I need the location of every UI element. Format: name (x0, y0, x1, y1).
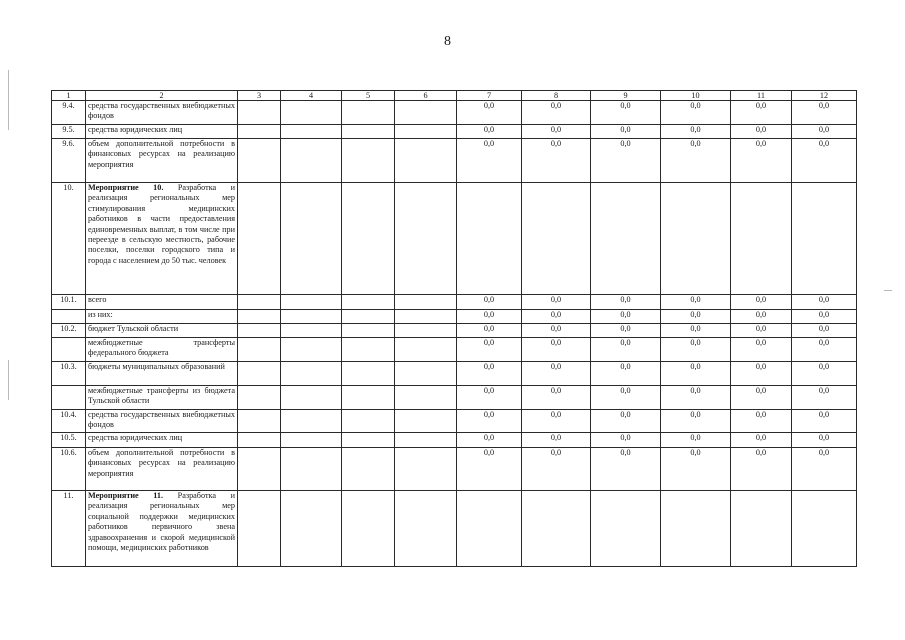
row-number: 10.5. (52, 433, 86, 448)
table-row (52, 324, 857, 338)
empty-cell (281, 125, 342, 139)
row-description-text: средства юридических лиц (88, 433, 183, 442)
row-description-text: средства юридических лиц (88, 125, 183, 134)
empty-cell (342, 433, 395, 448)
empty-cell (281, 362, 342, 386)
value-cell: 0,0 (792, 101, 857, 125)
value-cell: 0,0 (661, 338, 731, 362)
empty-cell (395, 448, 457, 491)
value-cell: 0,0 (731, 448, 792, 491)
column-header: 7 (457, 91, 522, 101)
row-description (86, 324, 238, 338)
value-cell: 0,0 (457, 324, 522, 338)
empty-cell (281, 386, 342, 410)
value-cell (522, 491, 591, 567)
row-description-text: Разработка и реализация региональных мер стимулирования медицинских работников в части предоставления единовременных выплат, в том числе при переезде в сельскую местность, рабочие поселки, поселки городского типа и города с населением до 50 тыс. человек (88, 183, 235, 265)
value-cell: 0,0 (522, 433, 591, 448)
row-description (86, 410, 238, 433)
table-row (52, 295, 857, 310)
row-number: 9.6. (52, 139, 86, 183)
table-row (52, 101, 857, 125)
table-row (52, 183, 857, 295)
empty-cell (342, 101, 395, 125)
value-cell: 0,0 (731, 310, 792, 324)
table-row (52, 362, 857, 386)
value-cell: 0,0 (731, 338, 792, 362)
empty-cell (281, 433, 342, 448)
empty-cell (281, 338, 342, 362)
table-row (52, 386, 857, 410)
column-header: 6 (395, 91, 457, 101)
value-cell (591, 491, 661, 567)
row-description-text: объем дополнительной потребности в финансовых ресурсах на реализацию мероприятия (88, 448, 235, 478)
value-cell: 0,0 (731, 324, 792, 338)
value-cell: 0,0 (792, 139, 857, 183)
measure-title: Мероприятие 10. (88, 183, 164, 192)
value-cell: 0,0 (731, 125, 792, 139)
value-cell: 0,0 (522, 386, 591, 410)
value-cell: 0,0 (661, 125, 731, 139)
row-number: 9.5. (52, 125, 86, 139)
scan-mark-right (884, 290, 892, 291)
empty-cell (238, 410, 281, 433)
value-cell: 0,0 (591, 295, 661, 310)
empty-cell (238, 362, 281, 386)
empty-cell (281, 448, 342, 491)
value-cell: 0,0 (792, 338, 857, 362)
value-cell: 0,0 (792, 310, 857, 324)
empty-cell (238, 448, 281, 491)
column-header: 1 (52, 91, 86, 101)
empty-cell (342, 410, 395, 433)
empty-cell (395, 139, 457, 183)
value-cell: 0,0 (661, 386, 731, 410)
value-cell: 0,0 (591, 101, 661, 125)
empty-cell (238, 125, 281, 139)
value-cell (731, 491, 792, 567)
value-cell: 0,0 (522, 410, 591, 433)
value-cell: 0,0 (522, 101, 591, 125)
empty-cell (395, 338, 457, 362)
value-cell (661, 491, 731, 567)
value-cell: 0,0 (792, 324, 857, 338)
value-cell: 0,0 (591, 324, 661, 338)
table-row (52, 139, 857, 183)
value-cell: 0,0 (731, 295, 792, 310)
row-number (52, 386, 86, 410)
empty-cell (238, 310, 281, 324)
value-cell (792, 183, 857, 295)
value-cell: 0,0 (731, 433, 792, 448)
value-cell: 0,0 (522, 295, 591, 310)
row-description (86, 362, 238, 386)
empty-cell (395, 491, 457, 567)
table-row (52, 448, 857, 491)
value-cell: 0,0 (661, 295, 731, 310)
row-description-text: из них: (88, 310, 113, 319)
table-row (52, 338, 857, 362)
value-cell: 0,0 (522, 310, 591, 324)
value-cell: 0,0 (792, 448, 857, 491)
empty-cell (342, 295, 395, 310)
table-row (52, 310, 857, 324)
empty-cell (395, 362, 457, 386)
value-cell: 0,0 (457, 139, 522, 183)
value-cell: 0,0 (522, 338, 591, 362)
value-cell: 0,0 (591, 386, 661, 410)
value-cell: 0,0 (792, 362, 857, 386)
value-cell: 0,0 (591, 125, 661, 139)
value-cell: 0,0 (591, 410, 661, 433)
row-number: 10. (52, 183, 86, 295)
table-row (52, 410, 857, 433)
value-cell: 0,0 (661, 433, 731, 448)
value-cell: 0,0 (591, 139, 661, 183)
row-number: 10.4. (52, 410, 86, 433)
empty-cell (238, 295, 281, 310)
empty-cell (238, 139, 281, 183)
row-description-text: межбюджетные трансферты из бюджета Тульской области (88, 386, 235, 406)
value-cell: 0,0 (591, 433, 661, 448)
row-number (52, 338, 86, 362)
value-cell (457, 183, 522, 295)
value-cell: 0,0 (522, 125, 591, 139)
value-cell: 0,0 (661, 410, 731, 433)
scan-mark-left-lower (8, 360, 9, 400)
empty-cell (238, 338, 281, 362)
value-cell: 0,0 (731, 101, 792, 125)
value-cell: 0,0 (591, 448, 661, 491)
value-cell: 0,0 (457, 101, 522, 125)
value-cell: 0,0 (731, 139, 792, 183)
column-header: 4 (281, 91, 342, 101)
empty-cell (238, 433, 281, 448)
empty-cell (238, 491, 281, 567)
value-cell: 0,0 (661, 448, 731, 491)
column-header: 10 (661, 91, 731, 101)
empty-cell (342, 324, 395, 338)
value-cell: 0,0 (792, 125, 857, 139)
column-header: 8 (522, 91, 591, 101)
value-cell: 0,0 (591, 338, 661, 362)
row-description-text: средства государственных внебюджетных фондов (88, 101, 235, 121)
value-cell: 0,0 (457, 448, 522, 491)
row-number: 11. (52, 491, 86, 567)
empty-cell (281, 310, 342, 324)
row-description-text: бюджеты муниципальных образований (88, 362, 225, 371)
empty-cell (238, 183, 281, 295)
value-cell: 0,0 (522, 324, 591, 338)
empty-cell (342, 310, 395, 324)
value-cell (661, 183, 731, 295)
row-description (86, 183, 238, 295)
empty-cell (395, 410, 457, 433)
empty-cell (281, 139, 342, 183)
scan-mark-left (8, 70, 9, 130)
row-description-text: объем дополнительной потребности в финансовых ресурсах на реализацию мероприятия (88, 139, 235, 169)
empty-cell (281, 295, 342, 310)
row-description (86, 386, 238, 410)
value-cell: 0,0 (457, 386, 522, 410)
table-row (52, 433, 857, 448)
empty-cell (342, 125, 395, 139)
row-description (86, 101, 238, 125)
row-description (86, 491, 238, 567)
empty-cell (238, 324, 281, 338)
row-description-text: межбюджетные трансферты федерального бюджета (88, 338, 235, 358)
empty-cell (395, 101, 457, 125)
budget-table (51, 90, 857, 567)
row-number (52, 310, 86, 324)
value-cell: 0,0 (792, 386, 857, 410)
value-cell: 0,0 (731, 386, 792, 410)
empty-cell (342, 338, 395, 362)
row-description-text: средства государственных внебюджетных фондов (88, 410, 235, 430)
column-header: 9 (591, 91, 661, 101)
row-number: 10.2. (52, 324, 86, 338)
value-cell: 0,0 (661, 310, 731, 324)
value-cell (457, 491, 522, 567)
row-number: 10.1. (52, 295, 86, 310)
value-cell: 0,0 (661, 139, 731, 183)
empty-cell (281, 101, 342, 125)
value-cell: 0,0 (792, 295, 857, 310)
empty-cell (342, 362, 395, 386)
value-cell: 0,0 (457, 338, 522, 362)
value-cell: 0,0 (457, 295, 522, 310)
empty-cell (281, 324, 342, 338)
value-cell: 0,0 (661, 101, 731, 125)
column-header-row (52, 91, 857, 101)
value-cell (591, 183, 661, 295)
value-cell (792, 491, 857, 567)
value-cell: 0,0 (457, 362, 522, 386)
table-row (52, 125, 857, 139)
column-header: 5 (342, 91, 395, 101)
empty-cell (395, 433, 457, 448)
empty-cell (342, 491, 395, 567)
value-cell (522, 183, 591, 295)
empty-cell (281, 183, 342, 295)
value-cell: 0,0 (457, 410, 522, 433)
row-description (86, 295, 238, 310)
row-description (86, 139, 238, 183)
value-cell: 0,0 (731, 362, 792, 386)
value-cell: 0,0 (522, 139, 591, 183)
empty-cell (342, 448, 395, 491)
empty-cell (395, 324, 457, 338)
page-number: 8 (444, 34, 451, 49)
empty-cell (395, 310, 457, 324)
value-cell: 0,0 (457, 310, 522, 324)
empty-cell (395, 183, 457, 295)
table-row (52, 491, 857, 567)
value-cell: 0,0 (522, 448, 591, 491)
row-description (86, 125, 238, 139)
row-description (86, 338, 238, 362)
value-cell: 0,0 (661, 362, 731, 386)
row-description (86, 433, 238, 448)
row-number: 9.4. (52, 101, 86, 125)
value-cell: 0,0 (792, 410, 857, 433)
column-header: 2 (86, 91, 238, 101)
value-cell: 0,0 (522, 362, 591, 386)
value-cell: 0,0 (731, 410, 792, 433)
value-cell: 0,0 (457, 125, 522, 139)
value-cell: 0,0 (661, 324, 731, 338)
empty-cell (342, 139, 395, 183)
value-cell: 0,0 (591, 362, 661, 386)
value-cell: 0,0 (792, 433, 857, 448)
empty-cell (342, 386, 395, 410)
empty-cell (395, 295, 457, 310)
row-description-text: бюджет Тульской области (88, 324, 179, 333)
empty-cell (281, 410, 342, 433)
row-description-text: Разработка и реализация региональных мер социальной поддержки медицинских работников первичного звена здравоохранения и скорой медицинской помощи, медицинских работников (88, 491, 235, 553)
row-description (86, 310, 238, 324)
empty-cell (281, 491, 342, 567)
empty-cell (238, 101, 281, 125)
empty-cell (238, 386, 281, 410)
row-description (86, 448, 238, 491)
column-header: 12 (792, 91, 857, 101)
empty-cell (395, 125, 457, 139)
value-cell (731, 183, 792, 295)
empty-cell (342, 183, 395, 295)
value-cell: 0,0 (457, 433, 522, 448)
column-header: 3 (238, 91, 281, 101)
row-number: 10.3. (52, 362, 86, 386)
value-cell: 0,0 (591, 310, 661, 324)
row-number: 10.6. (52, 448, 86, 491)
measure-title: Мероприятие 11. (88, 491, 164, 500)
empty-cell (395, 386, 457, 410)
row-description-text: всего (88, 295, 107, 304)
column-header: 11 (731, 91, 792, 101)
